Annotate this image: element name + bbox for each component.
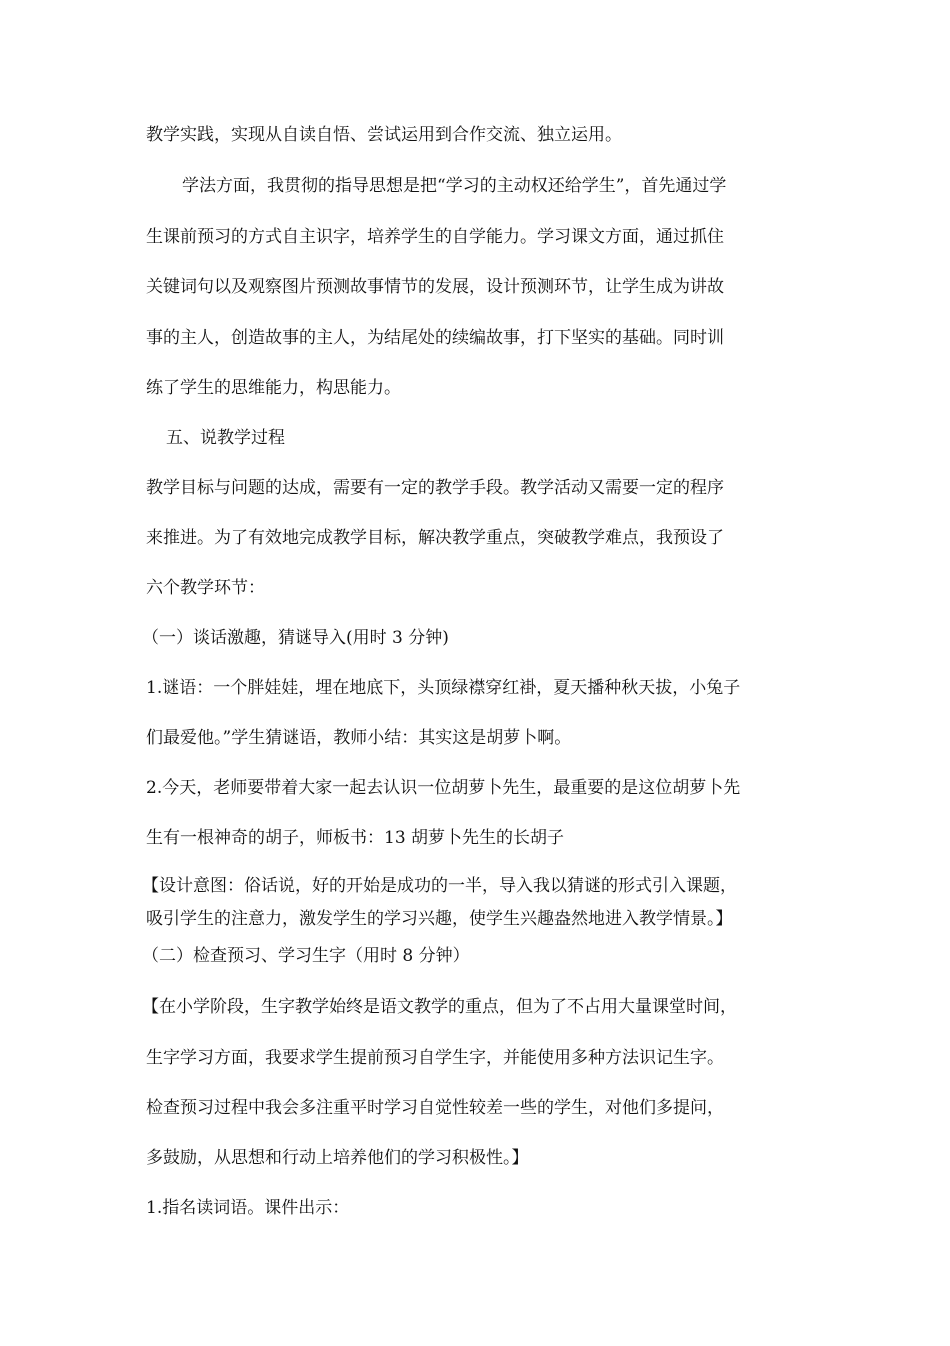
paragraph-line: 关键词句以及观察图片预测故事情节的发展，设计预测环节，让学生成为讲故 (146, 277, 724, 297)
note-line: 【在小学阶段，生字教学始终是语文教学的重点，但为了不占用大量课堂时间， (142, 997, 737, 1017)
note-line: 生字学习方面，我要求学生提前预习自学生字，并能使用多种方法识记生字。 (146, 1048, 724, 1068)
subsection-heading: （二）检查预习、学习生字（用时 8 分钟） (142, 946, 470, 966)
note-line: 检查预习过程中我会多注重平时学习自觉性较差一些的学生，对他们多提问， (146, 1098, 724, 1118)
paragraph-line: 生课前预习的方式自主识字，培养学生的自学能力。学习课文方面，通过抓住 (146, 227, 724, 247)
note-line: 多鼓励，从思想和行动上培养他们的学习积极性。】 (146, 1148, 529, 1168)
paragraph-line: 教学目标与问题的达成，需要有一定的教学手段。教学活动又需要一定的程序 (146, 478, 724, 498)
paragraph-line: 教学实践，实现从自读自悟、尝试运用到合作交流、独立运用。 (146, 125, 622, 145)
paragraph-line: 事的主人，创造故事的主人，为结尾处的续编故事，打下坚实的基础。同时训 (146, 328, 724, 348)
paragraph-line: 六个教学环节： (146, 578, 265, 598)
section-heading: 五、说教学过程 (166, 428, 285, 448)
paragraph-line: 2.今天，老师要带着大家一起去认识一位胡萝卜先生，最重要的是这位胡萝卜先 (146, 778, 741, 798)
paragraph-line: 生有一根神奇的胡子，师板书：13 胡萝卜先生的长胡子 (146, 828, 565, 848)
paragraph-line: 来推进。为了有效地完成教学目标，解决教学重点，突破教学难点，我预设了 (146, 528, 724, 548)
paragraph-line: 1.指名读词语。课件出示： (146, 1198, 350, 1218)
subsection-heading: （一）谈话激趣，猜谜导入(用时 3 分钟) (142, 628, 449, 648)
paragraph-line: 学法方面，我贯彻的指导思想是把“学习的主动权还给学生”，首先通过学 (182, 176, 727, 196)
design-intent-line: 吸引学生的注意力，激发学生的学习兴趣，使学生兴趣盎然地进入教学情景。】 (146, 909, 733, 929)
paragraph-line: 们最爱他。”学生猜谜语，教师小结：其实这是胡萝卜啊。 (146, 728, 572, 748)
paragraph-line: 练了学生的思维能力，构思能力。 (146, 378, 401, 398)
paragraph-line: 1.谜语：一个胖娃娃，埋在地底下，头顶绿襟穿红褂，夏天播种秋天拔，小兔子 (146, 678, 741, 698)
design-intent-line: 【设计意图：俗话说，好的开始是成功的一半，导入我以猜谜的形式引入课题， (142, 876, 737, 896)
